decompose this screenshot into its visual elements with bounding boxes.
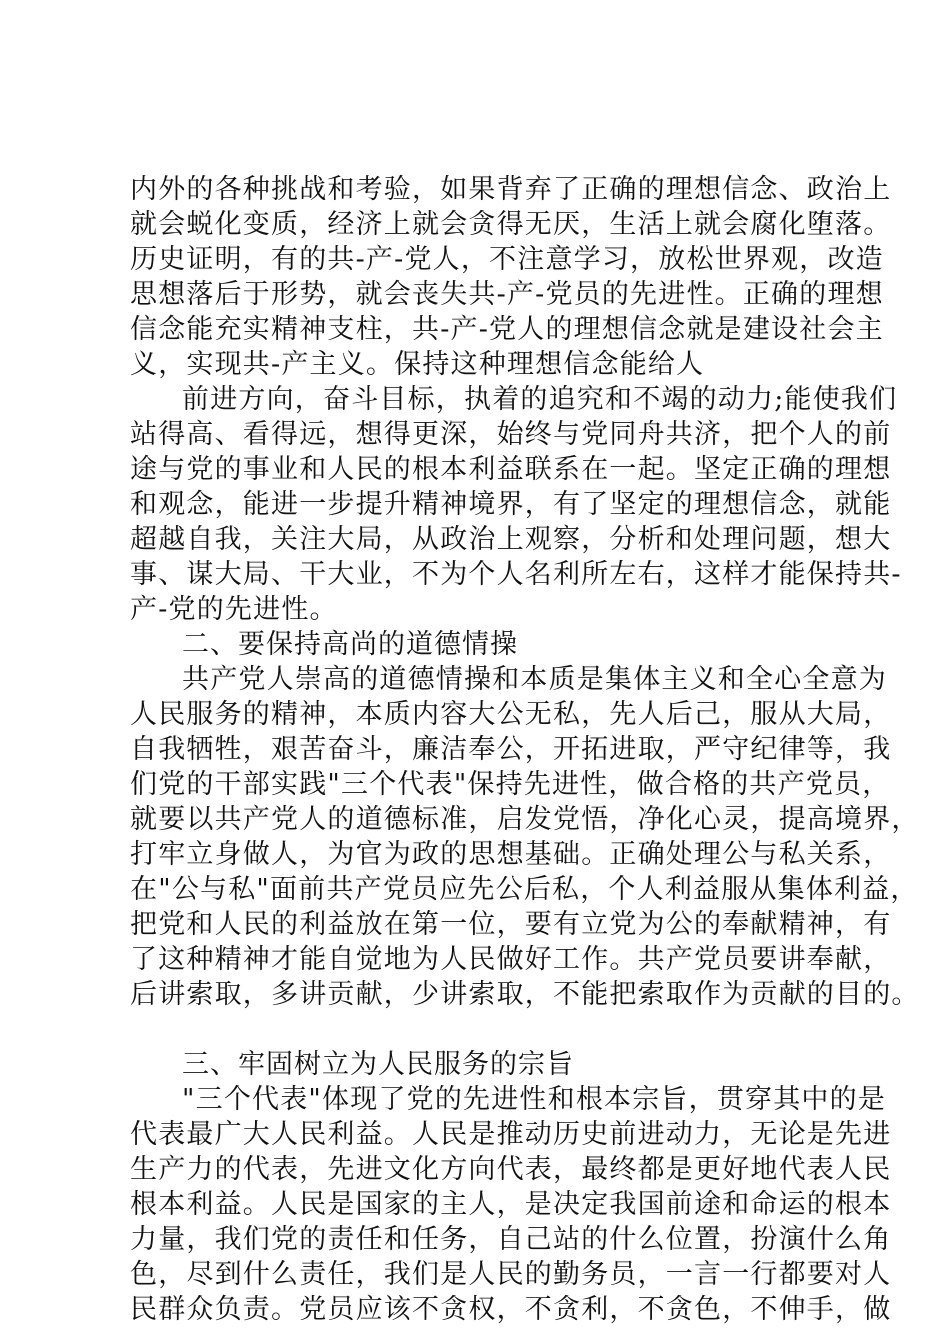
text-line: 民群众负责。党员应该不贪权，不贪利，不贪色，不伸手，做 — [130, 1294, 892, 1325]
text-line: 历史证明，有的共-产-党人，不注意学习，放松世界观，改造 — [130, 244, 884, 275]
text-line: 和观念，能进一步提升精神境界，有了坚定的理想信念，就能 — [130, 489, 892, 520]
text-line: 途与党的事业和人民的根本利益联系在一起。坚定正确的理想 — [130, 454, 892, 485]
text-line: 思想落后于形势，就会丧失共-产-党员的先进性。正确的理想 — [130, 279, 884, 310]
text-line: 代表最广大人民利益。人民是推动历史前进动力，无论是先进 — [130, 1119, 892, 1150]
text-line: 了这种精神才能自觉地为人民做好工作。共产党员要讲奉献， — [130, 944, 892, 975]
text-line: 根本利益。人民是国家的主人，是决定我国前途和命运的根本 — [130, 1189, 892, 1220]
text-line: 在"公与私"面前共产党员应先公后私，个人利益服从集体利益， — [130, 874, 919, 905]
text-line: 内外的各种挑战和考验，如果背弃了正确的理想信念、政治上 — [130, 174, 892, 205]
text-line: 产-党的先进性。 — [130, 594, 338, 625]
text-line: 力量，我们党的责任和任务，自己站的什么位置，扮演什么角 — [130, 1224, 892, 1255]
text-line: 站得高、看得远，想得更深，始终与党同舟共济，把个人的前 — [130, 419, 892, 450]
text-line: 生产力的代表，先进文化方向代表，最终都是更好地代表人民 — [130, 1154, 892, 1185]
section-heading: 三、牢固树立为人民服务的宗旨 — [182, 1049, 574, 1080]
text-line: 就会蜕化变质，经济上就会贪得无厌，生活上就会腐化堕落。 — [130, 209, 892, 240]
text-line: 前进方向，奋斗目标，执着的追究和不竭的动力;能使我们 — [182, 384, 898, 415]
text-line: 就要以共产党人的道德标准，启发党悟，净化心灵，提高境界， — [130, 804, 920, 835]
text-line: 义，实现共-产主义。保持这种理想信念能给人 — [130, 349, 705, 380]
section-heading: 二、要保持高尚的道德情操 — [182, 629, 518, 660]
text-line: 自我牺牲，艰苦奋斗，廉洁奉公，开拓进取，严守纪律等，我 — [130, 734, 892, 765]
text-line: 们党的干部实践"三个代表"保持先进性，做合格的共产党员， — [130, 769, 891, 800]
text-line: 人民服务的精神，本质内容大公无私，先人后己，服从大局， — [130, 699, 892, 730]
text-line: 打牢立身做人，为官为政的思想基础。正确处理公与私关系， — [130, 839, 892, 870]
text-line: 把党和人民的利益放在第一位，要有立党为公的奉献精神，有 — [130, 909, 892, 940]
text-line: 共产党人崇高的道德情操和本质是集体主义和全心全意为 — [182, 664, 887, 695]
text-line: 事、谋大局、干大业，不为个人名利所左右，这样才能保持共- — [130, 559, 902, 590]
text-line: 信念能充实精神支柱，共-产-党人的理想信念就是建设社会主 — [130, 314, 884, 345]
text-line: 色，尽到什么责任，我们是人民的勤务员，一言一行都要对人 — [130, 1259, 892, 1290]
text-line: "三个代表"体现了党的先进性和根本宗旨，贯穿其中的是 — [182, 1084, 887, 1115]
text-line: 后讲索取，多讲贡献，少讲索取，不能把索取作为贡献的目的。 — [130, 979, 920, 1010]
text-line: 超越自我，关注大局，从政治上观察，分析和处理问题，想大 — [130, 524, 892, 555]
